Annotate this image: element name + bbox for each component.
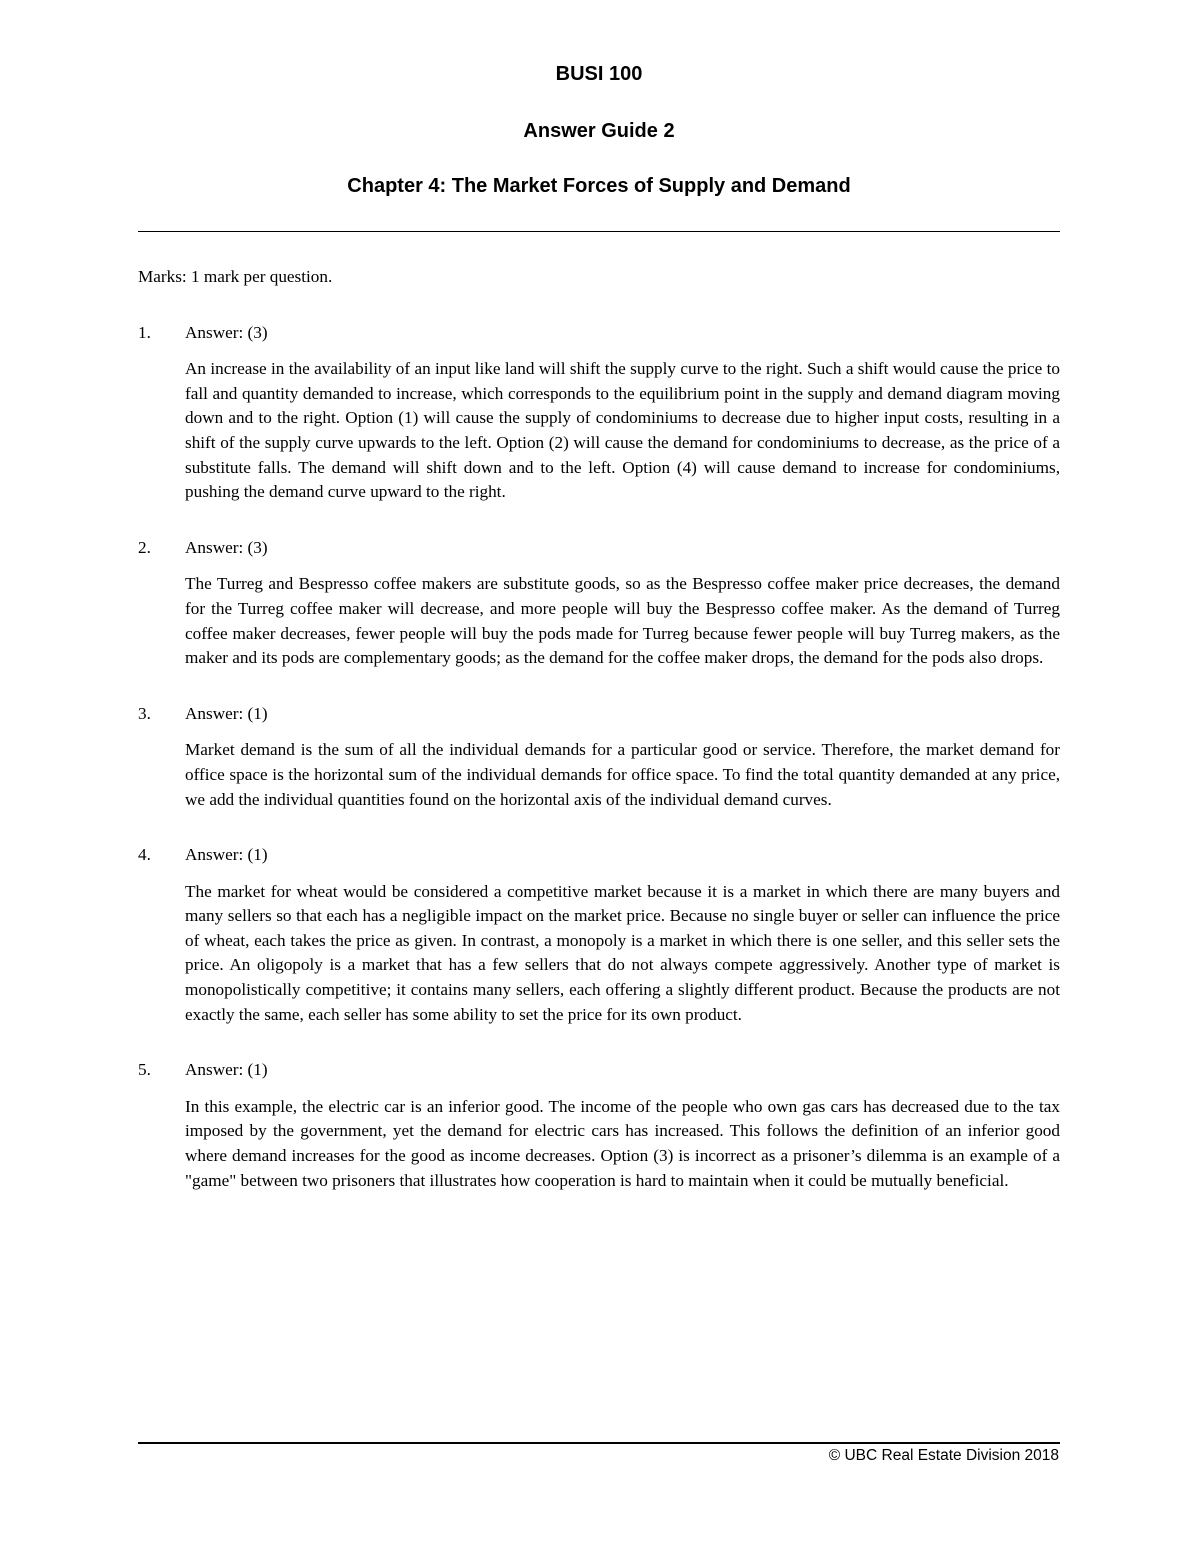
question-explanation: The market for wheat would be considered a competitive market because it is a market in which there are many buyers and many sellers so that each has a negligible impact on the market price. Because no single buyer or seller can influence the price of wheat, each takes the price as given. In contrast, a monopoly is a market in which there is one seller, and this seller sets the price. An oligopoly is a market that has a few sellers that do not always compete aggressively. Another type of market is monopolistically competitive; it contains many sellers, each offering a slightly different product. Because the products are not exactly the same, each seller has some ability to set the price for its own product. — [185, 881, 1060, 1024]
marks-note: Marks: 1 mark per question. — [138, 267, 333, 286]
question-answer: Answer: (3) — [185, 322, 268, 342]
question-answer: Answer: (3) — [185, 537, 268, 557]
question-answer: Answer: (1) — [185, 1060, 268, 1080]
chapter-title: Chapter 4: The Market Forces of Supply and Demand — [347, 175, 851, 197]
guide-title: Answer Guide 2 — [523, 120, 675, 142]
copyright-footer: © UBC Real Estate Division 2018 — [828, 1447, 1059, 1464]
question-item — [138, 536, 1060, 671]
question-item — [138, 702, 1060, 812]
question-number: 2. — [138, 537, 151, 557]
question-number: 1. — [138, 322, 151, 342]
question-number: 4. — [138, 845, 151, 865]
question-item — [138, 1058, 1060, 1193]
question-explanation: An increase in the availability of an input like land will shift the supply curve to the right. Such a shift would cause the price to fall and quantity demanded to increase, which corresponds to the equilibrium point in the supply and demand diagram moving down and to the right. Option (1) will cause the supply of condominiums to decrease due to higher input costs, resulting in a shift of the supply curve upwards to the left. Option (2) will cause the demand for condominiums to decrease, as the price of a substitute falls. The demand will shift down and to the left. Option (4) will cause demand to increase for condominiums, pushing the demand curve upward to the right. — [185, 359, 1060, 502]
question-item — [138, 321, 1060, 505]
question-explanation: The Turreg and Bespresso coffee makers are substitute goods, so as the Bespresso coffee maker price decreases, the demand for the Turreg coffee maker will decrease, and more people will buy the Bespresso coffee maker. As the demand of Turreg coffee maker decreases, fewer people will buy the pods made for Turreg because fewer people will buy Turreg makers, as the maker and its pods are complementary goods; as the demand for the coffee maker drops, the demand for the pods also drops. — [185, 574, 1060, 668]
question-answer: Answer: (1) — [185, 703, 268, 723]
answer-list — [138, 265, 1060, 1224]
question-explanation: Market demand is the sum of all the individual demands for a particular good or service. Therefore, the market demand for office space is the horizontal sum of the individual demands for office space. To find the total quantity demanded at any price, we add the individual quantities found on the horizontal axis of the individual demand curves. — [185, 740, 1060, 809]
question-number: 3. — [138, 703, 151, 723]
question-number: 5. — [138, 1060, 151, 1080]
course-title: BUSI 100 — [555, 63, 643, 85]
question-answer: Answer: (1) — [185, 845, 268, 865]
question-explanation: In this example, the electric car is an inferior good. The income of the people who own gas cars has decreased due to the tax imposed by the government, yet the demand for electric cars has increased. This follows the definition of an inferior good where demand increases for the good as income decreases. Option (3) is incorrect as a prisoner’s dilemma is an example of a "game" between two prisoners that illustrates how cooperation is hard to maintain when it could be mutually beneficial. — [185, 1096, 1060, 1190]
footer-divider — [138, 1442, 1060, 1444]
header-divider — [138, 231, 1060, 232]
question-item — [138, 843, 1060, 1027]
